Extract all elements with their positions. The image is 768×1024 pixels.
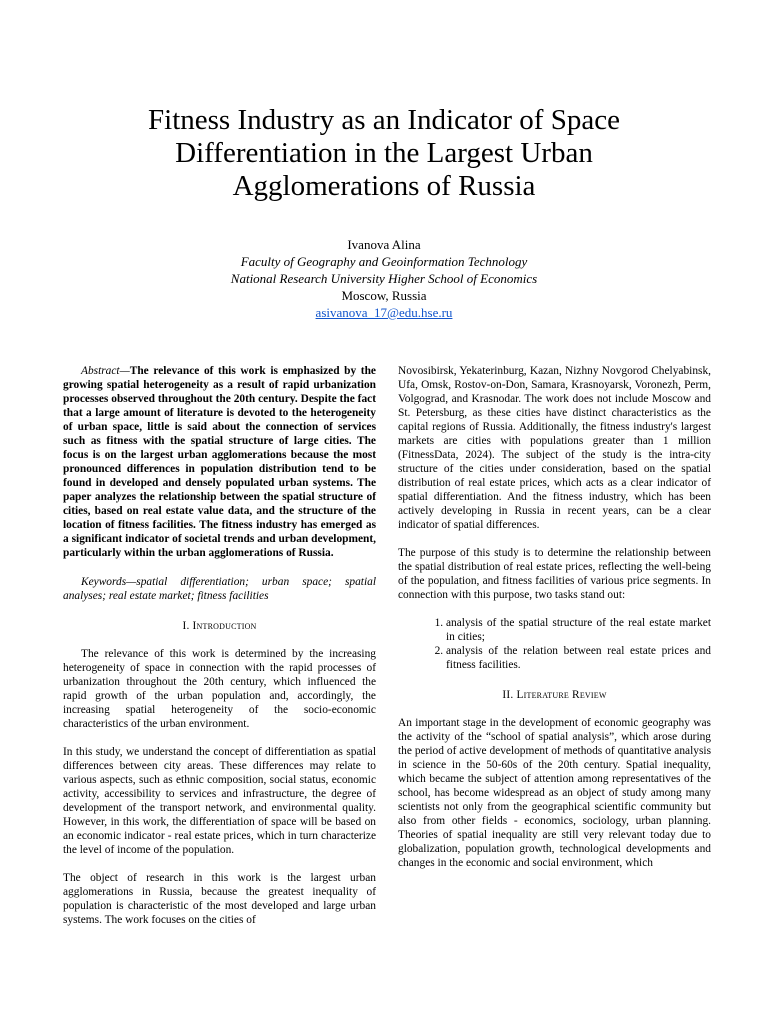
author-faculty: Faculty of Geography and Geoinformation Technology bbox=[240, 254, 528, 269]
abstract-label: Abstract— bbox=[81, 365, 130, 377]
section-heading-literature-review: II. Literature Review bbox=[502, 689, 607, 701]
task-item-1: 1. analysis of the spatial structure of the real estate market in cities; bbox=[446, 616, 711, 644]
literature-paragraph-1: An important stage in the development of economic geography was the activity of the “school of spatial analysis”, which arose during the period of active development of methods of quantitative analysis in science in the 50-60s of the 20th century. Spatial inequality, which became the subject of attention among representatives of the school, has become widespread as an object of study among many scientists not only from the geographical scientific community but also from other fields - economics, sociology, urban planning. Theories of spatial inequality are still very relevant today due to globalization, population growth, technological developments and changes in the economic and social environment, which bbox=[398, 717, 711, 869]
task-item-2: 2. analysis of the relation between real estate prices and fitness facilities. bbox=[446, 644, 711, 672]
author-name: Ivanova Alina bbox=[347, 237, 421, 252]
author-location: Moscow, Russia bbox=[341, 288, 427, 303]
section-heading-introduction: I. Introduction bbox=[182, 620, 257, 632]
right-column bbox=[398, 364, 711, 884]
keywords: Keywords—spatial differentiation; urban space; spatial analyses; real estate market; fitness facilities bbox=[63, 576, 376, 602]
author-email-link[interactable]: asivanova_17@edu.hse.ru bbox=[315, 305, 453, 320]
author-university: National Research University Higher School of Economics bbox=[230, 271, 538, 286]
abstract-text: The relevance of this work is emphasized by the growing spatial heterogeneity as a result of rapid urbanization processes observed throughout the 20th century. Despite the fact that a large amount of literature is devoted to the heterogeneity of urban space, little is said about the connection of services such as fitness with the spatial structure of large cities. The focus is on the largest urban agglomerations because the most pronounced differences in population distribution tend to be found in developed and densely populated urban systems. The paper analyzes the relationship between the spatial structure of cities, based on real estate value data, and the structure of the location of fitness facilities. The fitness industry has emerged as a significant indicator of societal trends and urban development, particularly within the urban agglomerations of Russia. bbox=[63, 365, 376, 559]
abstract bbox=[63, 364, 376, 560]
intro-paragraph-3: The object of research in this work is the largest urban agglomerations in Russia, because the greatest inequality of population is characteristic of the most developed and large urban systems. The work focuses on the cities of bbox=[63, 872, 376, 926]
left-column bbox=[63, 364, 376, 941]
intro-paragraph-1: The relevance of this work is determined by the increasing heterogeneity of space in connection with the rapid processes of urbanization throughout the 20th century, which influenced the rapid growth of the urban population and, accordingly, the increasing spatial heterogeneity of the socio-economic characteristics of the urban environment. bbox=[63, 648, 376, 730]
intro-paragraph-2: In this study, we understand the concept of differentiation as spatial differences between city areas. These differences may relate to various aspects, such as ethnic composition, social status, economic activity, accessibility to services and infrastructure, the degree of development of the transport network, and environmental quality. However, in this work, the differentiation of space will be based on an economic indicator - real estate prices, which in turn characterize the level of income of the population. bbox=[63, 746, 376, 856]
paper-title: Fitness Industry as an Indicator of Space Differentiation in the Largest Urban Agglomerations of Russia bbox=[148, 104, 620, 202]
author-block bbox=[150, 236, 618, 321]
intro-paragraph-4: The purpose of this study is to determine the relationship between the spatial distribution of real estate prices, reflecting the well-being of the population, and fitness facilities of various price segments. In connection with this purpose, two tasks stand out: bbox=[398, 547, 711, 601]
intro-paragraph-3-continued: Novosibirsk, Yekaterinburg, Kazan, Nizhny Novgorod Chelyabinsk, Ufa, Omsk, Rostov-on-Don, Samara, Krasnoyarsk, Voronezh, Perm, Volgograd, and Krasnodar. The work does not include Moscow and St. Petersburg, as these cities have distinct characteristics as the capital regions of Russia. Additionally, the fitness industry's largest markets are cities with populations greater than 1 million (FitnessData, 2024). The subject of the study is the intra-city structure of the cities under consideration, based on the spatial distribution of real estate prices, which acts as a clear indicator of spatial differentiation. And the fitness industry, which has been actively developing in Russia in recent years, can be a clear indicator of spatial differences. bbox=[398, 365, 711, 531]
task-list bbox=[398, 616, 711, 672]
